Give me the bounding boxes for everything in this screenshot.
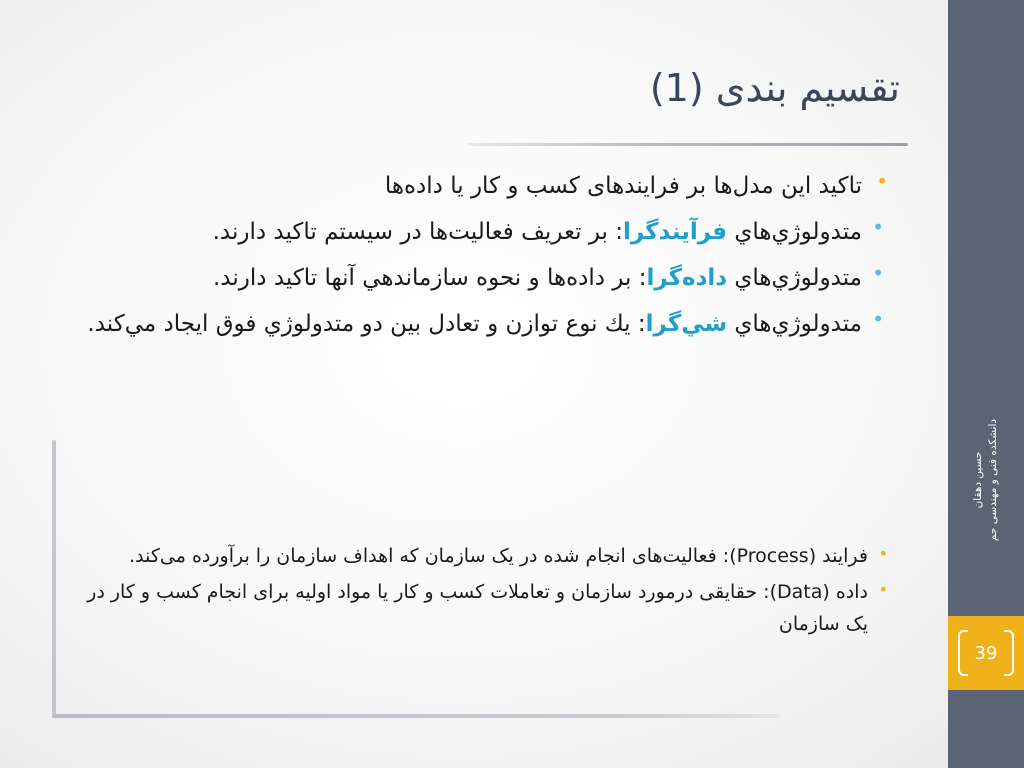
frame-horizontal-line	[52, 714, 780, 718]
sub-bullet-rest: : بر تعریف فعالیت‌ها در سیستم تاکید دارند.	[212, 219, 623, 245]
slide-title: تقسیم بندی (1)	[649, 66, 900, 110]
bullet-icon: •	[872, 307, 884, 331]
note-text: داده (Data): حقایقی درمورد سازمان و تعاملات کسب و کار یا مواد اولیه برای انجام کسب و کار در یک سازمان	[87, 581, 868, 635]
main-content	[70, 166, 890, 350]
sub-bullet-highlight: شي‌گرا	[645, 311, 728, 337]
sidebar-footer	[948, 380, 1024, 580]
institution-name: دانشکده فنی و مهندسی جم	[987, 418, 1000, 542]
bullet-icon: •	[872, 261, 884, 285]
author-name: حسین دهقان	[972, 451, 985, 509]
bullet-icon: •	[878, 580, 888, 599]
frame-vertical-line	[52, 440, 56, 718]
sub-bullet-highlight: فرآیندگرا	[622, 219, 728, 245]
bullet-icon: •	[872, 215, 884, 239]
sub-bullet-rest: : بر داده‌ها و نحوه سازماندهي آنها تاکید دارند.	[213, 265, 647, 291]
sub-bullet-process	[70, 212, 890, 252]
definitions-notes	[60, 540, 890, 644]
sub-bullet-prefix: متدولوژي‌هاي	[727, 311, 862, 337]
sub-bullet-rest: : يك نوع توازن و تعادل بين دو متدولوژي فوق ايجاد مي‌كند.	[87, 311, 646, 337]
page-number: 39	[974, 642, 998, 664]
note-data	[60, 576, 890, 640]
main-bullet	[70, 166, 890, 206]
sub-bullet-highlight: داده‌گرا	[646, 265, 728, 291]
sub-bullet-prefix: متدولوژي‌هاي	[727, 219, 862, 245]
bullet-icon: •	[878, 544, 888, 563]
title-underline	[468, 143, 908, 146]
page-number-box	[948, 616, 1024, 690]
note-process	[60, 540, 890, 572]
note-text: فرایند (Process): فعالیت‌های انجام شده در یک سازمان که اهداف سازمان را برآورده می‌کند.	[129, 545, 868, 567]
main-bullet-text: تاکید این مدل‌ها بر فرایندهای کسب و کار یا داده‌ها	[384, 173, 862, 199]
sub-bullet-object	[70, 304, 890, 344]
sub-bullet-prefix: متدولوژي‌هاي	[727, 265, 862, 291]
sub-bullet-data	[70, 258, 890, 298]
bullet-icon: •	[876, 169, 888, 193]
